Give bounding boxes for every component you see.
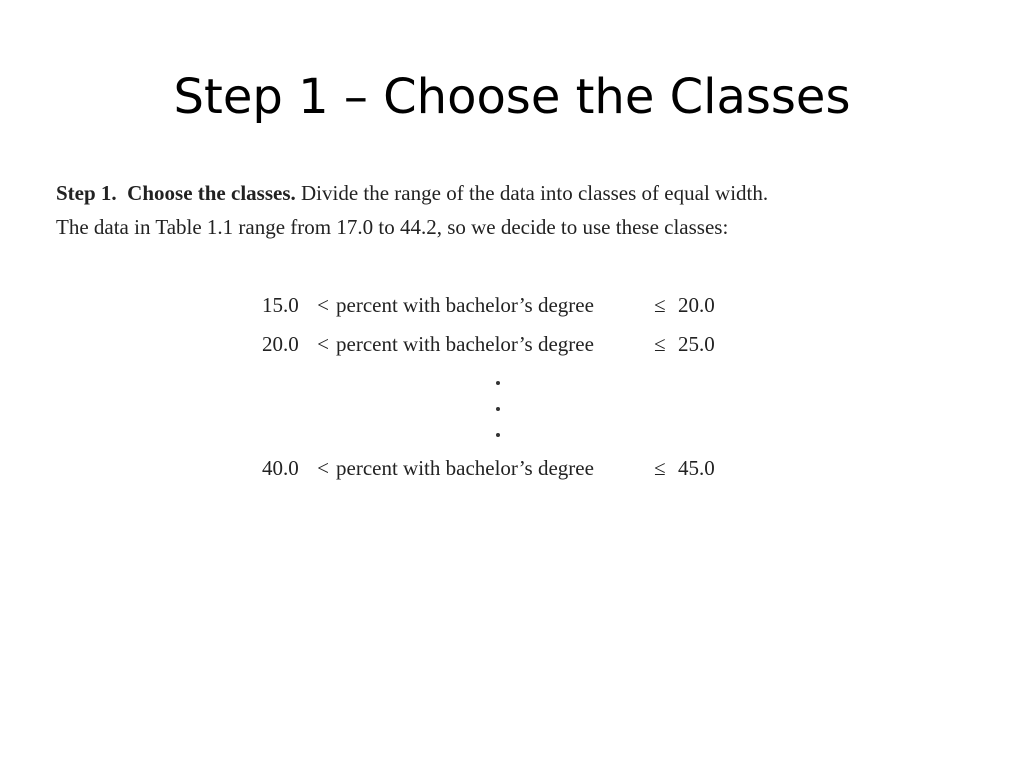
less-or-equal-symbol: ≤ xyxy=(654,293,666,317)
intro-line-2: The data in Table 1.1 range from 17.0 to 44.2, so we decide to use these classes: xyxy=(56,215,729,239)
intro-paragraph xyxy=(56,176,976,244)
class-variable: percent with bachelor’s degree xyxy=(336,293,594,317)
textbook-excerpt xyxy=(56,176,976,244)
class-upper-bound: 20.0 xyxy=(678,293,715,317)
class-row xyxy=(262,290,715,320)
less-than-symbol: < xyxy=(317,293,329,317)
class-row xyxy=(262,329,715,359)
class-upper-bound: 25.0 xyxy=(678,332,715,356)
class-lower-bound: 40.0 xyxy=(262,456,299,480)
class-upper-bound: 45.0 xyxy=(678,456,715,480)
slide-title: Step 1 – Choose the Classes xyxy=(173,69,851,125)
class-lower-bound: 20.0 xyxy=(262,332,299,356)
ellipsis-dot xyxy=(496,433,500,437)
intro-line-1: Divide the range of the data into classes of equal width. xyxy=(295,181,769,205)
class-variable: percent with bachelor’s degree xyxy=(336,332,594,356)
ellipsis-dot xyxy=(496,407,500,411)
less-or-equal-symbol: ≤ xyxy=(654,332,666,356)
less-than-symbol: < xyxy=(317,456,329,480)
ellipsis-dot xyxy=(496,381,500,385)
class-variable: percent with bachelor’s degree xyxy=(336,456,594,480)
step-lead: Step 1. Choose the classes. xyxy=(56,181,296,205)
less-or-equal-symbol: ≤ xyxy=(654,456,666,480)
class-row xyxy=(262,453,715,483)
less-than-symbol: < xyxy=(317,332,329,356)
class-lower-bound: 15.0 xyxy=(262,293,299,317)
